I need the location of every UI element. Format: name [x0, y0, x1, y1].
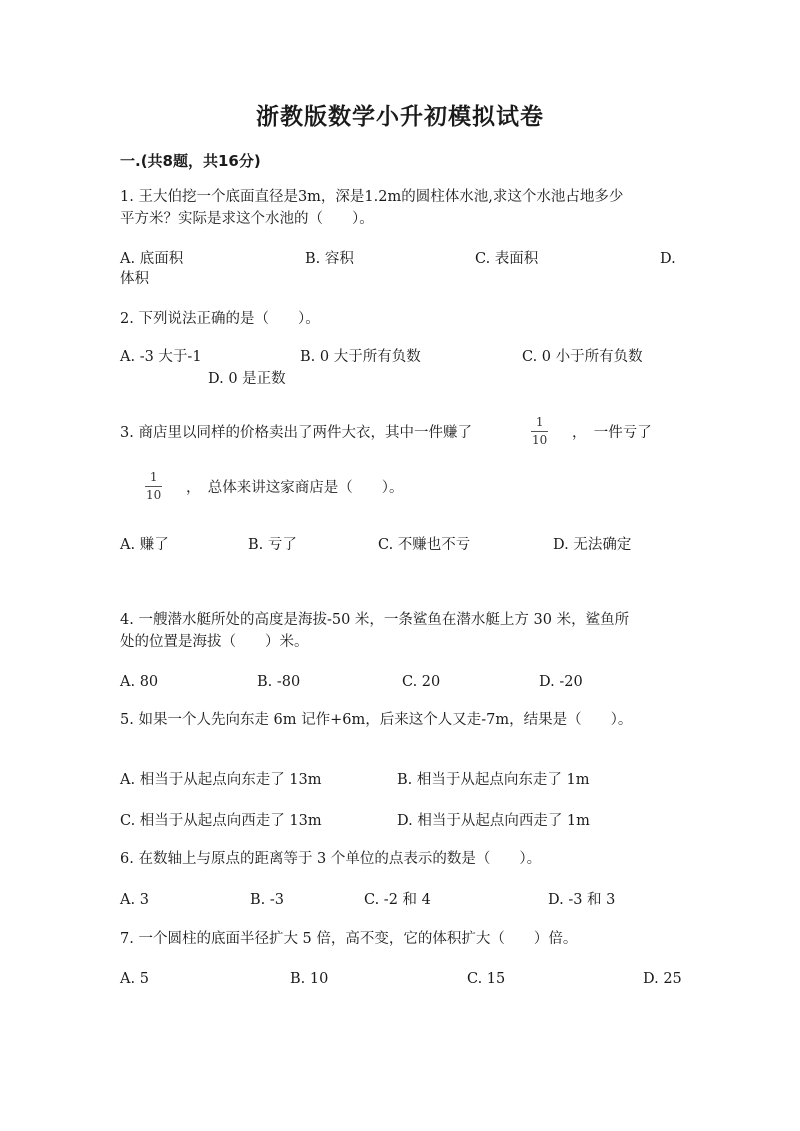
question-1-option-d[interactable]: D.: [660, 251, 676, 267]
fraction-bar: [145, 486, 162, 487]
question-5-option-a[interactable]: A. 相当于从起点向东走了 13m: [120, 772, 322, 788]
question-4-option-a[interactable]: A. 80: [120, 674, 159, 690]
question-5-option-d[interactable]: D. 相当于从起点向西走了 1m: [397, 813, 590, 829]
question-7-option-c[interactable]: C. 15: [467, 971, 506, 987]
question-4-text-line1: 4. 一艘潜水艇所处的高度是海拔-50 米，一条鲨鱼在潜水艇上方 30 米，鲨鱼所: [120, 612, 630, 628]
question-5-option-c[interactable]: C. 相当于从起点向西走了 13m: [120, 813, 322, 829]
question-2-option-d[interactable]: D. 0 是正数: [208, 371, 286, 387]
fraction-numerator: 1: [535, 415, 544, 429]
question-3-option-b[interactable]: B. 亏了: [248, 537, 297, 553]
question-7-option-a[interactable]: A. 5: [120, 971, 149, 987]
question-4-option-b[interactable]: B. -80: [257, 674, 301, 690]
fraction-denominator: 10: [532, 433, 548, 447]
question-7-option-b[interactable]: B. 10: [290, 971, 329, 987]
section-heading: 一.(共8题，共16分): [120, 152, 261, 170]
question-1-text-line2: 平方米？实际是求这个水池的（ ）。: [120, 211, 374, 227]
fraction-numerator: 1: [149, 470, 158, 484]
question-4-option-c[interactable]: C. 20: [402, 674, 441, 690]
question-6-option-b[interactable]: B. -3: [250, 892, 284, 908]
question-1-option-b[interactable]: B. 容积: [305, 251, 354, 267]
question-3-option-a[interactable]: A. 赚了: [120, 537, 169, 553]
question-6-text: 6. 在数轴上与原点的距离等于 3 个单位的点表示的数是（ ）。: [120, 851, 542, 867]
question-3-text-line1b: ， 一件亏了: [572, 425, 652, 441]
question-1-option-d-text: 体积: [120, 271, 149, 287]
question-6-option-d[interactable]: D. -3 和 3: [548, 892, 616, 908]
question-3-text-line2: ， 总体来讲这家商店是（ ）。: [186, 480, 404, 496]
question-2-text: 2. 下列说法正确的是（ ）。: [120, 311, 320, 327]
question-6-option-a[interactable]: A. 3: [120, 892, 149, 908]
question-5-text: 5. 如果一个人先向东走 6m 记作+6m，后来这个人又走-7m，结果是（ ）。: [120, 712, 633, 728]
question-2-option-b[interactable]: B. 0 大于所有负数: [300, 349, 421, 365]
question-1-text-line1: 1. 王大伯挖一个底面直径是3m，深是1.2m的圆柱体水池,求这个水池占地多少: [120, 189, 624, 205]
question-4-option-d[interactable]: D. -20: [539, 674, 583, 690]
question-3-text-line1a: 3. 商店里以同样的价格卖出了两件大衣，其中一件赚了: [120, 425, 472, 441]
fraction-one-tenth: [531, 416, 548, 447]
question-3-option-d[interactable]: D. 无法确定: [553, 537, 632, 553]
question-7-option-d[interactable]: D. 25: [643, 971, 682, 987]
question-6-option-c[interactable]: C. -2 和 4: [364, 892, 431, 908]
question-2-option-a[interactable]: A. -3 大于-1: [120, 349, 202, 365]
page-title: 浙教版数学小升初模拟试卷: [256, 104, 544, 130]
question-2-option-c[interactable]: C. 0 小于所有负数: [522, 349, 643, 365]
question-7-text: 7. 一个圆柱的底面半径扩大 5 倍，高不变，它的体积扩大（ ）倍。: [120, 931, 578, 947]
fraction-one-tenth: [145, 471, 162, 502]
fraction-bar: [531, 431, 548, 432]
question-5-option-b[interactable]: B. 相当于从起点向东走了 1m: [397, 772, 590, 788]
fraction-denominator: 10: [146, 488, 162, 502]
question-1-option-c[interactable]: C. 表面积: [475, 251, 539, 267]
question-1-option-a[interactable]: A. 底面积: [120, 251, 184, 267]
question-4-text-line2: 处的位置是海拔（ ）米。: [120, 634, 309, 650]
question-3-option-c[interactable]: C. 不赚也不亏: [378, 537, 471, 553]
